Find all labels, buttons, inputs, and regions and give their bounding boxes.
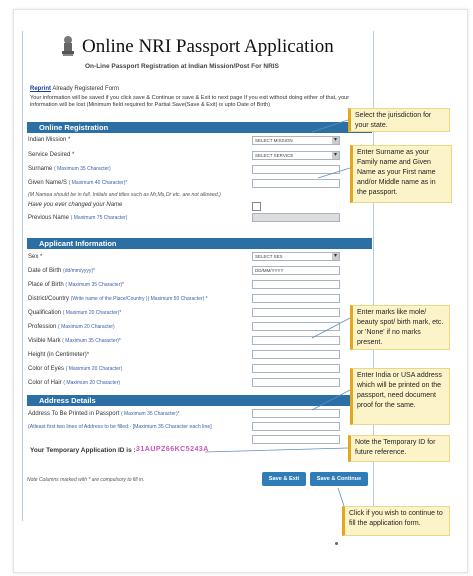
temp-id-value: 31AUPZ66KC5243A [136, 446, 209, 453]
indian-mission-label: Indian Mission * [28, 137, 71, 143]
changed-name-label: Have you ever changed your Name [28, 202, 123, 208]
name-note: (M Namea should be in full. Initials and titles such as Mr,Ms,Dr etc. are not allowed.) [28, 192, 221, 198]
callout-surname: Enter Surname as your Family name and Given Name as your First name and/or Middle name as in the passport. [350, 145, 452, 203]
surname-label: Surname ( Maximum 35 Character) [28, 166, 111, 172]
reprint-text: Already Registered Form [52, 86, 120, 92]
save-info-text: Your information will be saved if you click save & Continue or save & Exit to next page If you exit without doing either of that, your information will be lost (Minimum field required for Partial Save(Save & Exit) is upto Date of Birth) [30, 95, 350, 108]
previous-name-label: Previous Name ( Maximum 75 Character) [28, 215, 128, 221]
save-exit-button[interactable]: Save & Exit [262, 472, 306, 486]
address-label: Address To Be Printed in Passport ( Maximum 35 Character)* [28, 411, 180, 417]
section-online-registration: Online Registration [27, 122, 372, 133]
address-note: (Atleast first two lines of Address to be filled:- [Maximum 35 Character each line] [28, 424, 212, 430]
footnote: Note Columns marked with * are compulsory to fill in. [27, 477, 145, 483]
visible-mark-label: Visible Mark ( Maximum 35 Character)* [28, 338, 121, 344]
section-applicant-information: Applicant Information [27, 238, 372, 249]
callout-continue: Click if you wish to continue to fill the application form. [342, 506, 450, 536]
height-label: Height (in Centimeter)* [28, 352, 90, 358]
service-desired-select[interactable]: SELECT SERVICE ▾ [252, 151, 340, 160]
sex-label: Sex * [28, 254, 43, 260]
district-label: District/Country (Write name of the Place/Country )( Maximum 50 Character) * [28, 296, 208, 302]
page-subtitle: On-Line Passport Registration at Indian Mission/Post For NRIS [85, 63, 279, 70]
callout-marks: Enter marks like mole/ beauty spot/ birth mark, etc. or 'None' if no marks present. [350, 305, 450, 350]
sex-select[interactable]: SELECT SEX ▾ [252, 252, 340, 261]
page-title: Online NRI Passport Application [82, 36, 334, 57]
indian-mission-select[interactable]: SELECT MISSION ▾ [252, 136, 340, 145]
callout-address: Enter India or USA address which will be printed on the passport, need document proof for the same. [350, 368, 450, 425]
callout-temp-id: Note the Temporary ID for future reference. [348, 435, 450, 462]
profession-label: Profession ( Maximum 20 Character) [28, 324, 115, 330]
qualification-label: Qualification ( Maximum 20 Character)* [28, 310, 122, 316]
dob-label: Date of Birth (dd/mm/yyyy)* [28, 268, 95, 274]
given-name-label: Given Name/S ( Maximum 40 Character)* [28, 180, 128, 186]
eye-color-label: Color of Eyes ( Maximum 20 Character) [28, 366, 123, 372]
service-desired-label: Service Desired * [28, 152, 75, 158]
hair-color-label: Color of Hair ( Maximum 20 Character) [28, 380, 121, 386]
reprint-link[interactable]: Reprint [30, 86, 51, 92]
page-dot [335, 542, 338, 545]
save-continue-button[interactable]: Save & Continue [310, 472, 368, 486]
section-address-details: Address Details [27, 395, 372, 406]
callout-jurisdiction: Select the jurisdiction for your state. [348, 108, 450, 132]
temp-id-label: Your Temporary Application ID is :- [30, 447, 138, 454]
place-of-birth-label: Place of Birth ( Maximum 35 Character)* [28, 282, 124, 288]
dob-input[interactable]: DD/MM/YYYY [252, 266, 340, 275]
